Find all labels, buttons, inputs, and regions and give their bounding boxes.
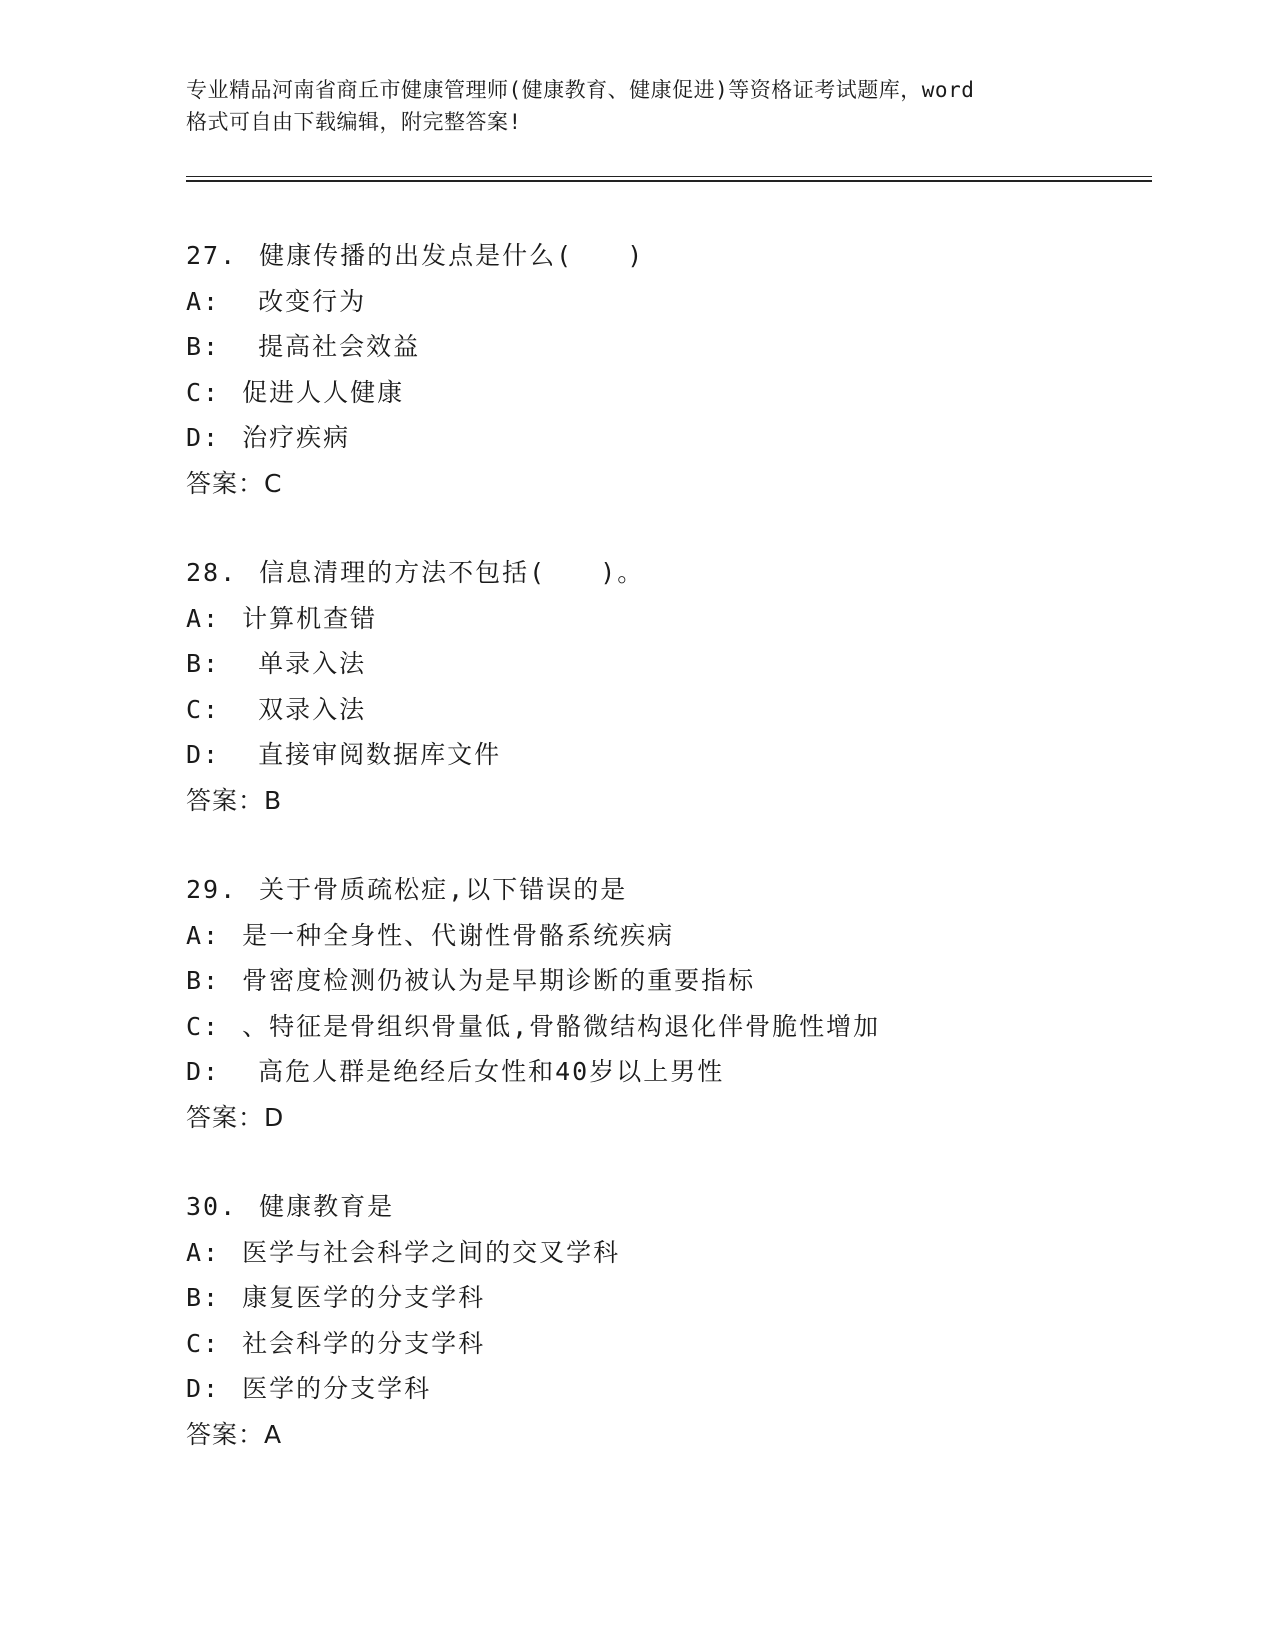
header-line-2: 格式可自由下载编辑，附完整答案! <box>186 110 522 134</box>
option-d <box>186 1049 1146 1095</box>
answer-value: A <box>264 1419 283 1449</box>
question-stem <box>186 867 1146 913</box>
option-label: D: <box>186 423 221 452</box>
answer-line <box>186 461 1146 507</box>
option-label: A: <box>186 603 221 633</box>
option-label: B: <box>186 1283 221 1312</box>
option-text: 高危人群是绝经后女性和40岁以上男性 <box>258 1057 725 1086</box>
option-label: B: <box>186 649 221 678</box>
answer-line <box>186 1095 1146 1141</box>
option-label: D: <box>186 740 221 769</box>
answer-label: 答案： <box>186 1102 265 1132</box>
question-text: 信息清理的方法不包括( )。 <box>259 558 645 587</box>
question-number: 28. <box>186 558 238 587</box>
option-text: 改变行为 <box>258 286 367 316</box>
header-line-1: 专业精品河南省商丘市健康管理师(健康教育、健康促进)等资格证考试题库，word <box>186 78 975 102</box>
question-stem <box>186 550 1146 596</box>
option-d <box>186 1366 1146 1412</box>
answer-value: C <box>264 468 283 498</box>
option-text: 计算机查错 <box>242 603 378 633</box>
option-text: 社会科学的分支学科 <box>242 1328 486 1358</box>
option-label: D: <box>186 1057 221 1086</box>
option-c <box>186 1004 1146 1050</box>
option-label: A: <box>186 920 221 950</box>
question-text: 健康传播的出发点是什么( ) <box>259 241 645 270</box>
header-divider-thick <box>186 180 1152 182</box>
answer-value: B <box>264 785 283 815</box>
question-block <box>186 233 1146 506</box>
option-c <box>186 1321 1146 1367</box>
header-divider-thin <box>186 176 1152 177</box>
answer-label: 答案： <box>186 785 265 815</box>
option-a <box>186 596 1146 642</box>
answer-line <box>186 1412 1146 1458</box>
option-text: 治疗疾病 <box>242 423 351 452</box>
option-text: 提高社会效益 <box>258 332 421 361</box>
question-block <box>186 1184 1146 1457</box>
option-label: C: <box>186 377 221 407</box>
option-label: B: <box>186 332 221 361</box>
option-label: D: <box>186 1374 221 1403</box>
question-number: 29. <box>186 875 238 904</box>
option-b <box>186 958 1146 1004</box>
option-d <box>186 415 1146 461</box>
option-text: 促进人人健康 <box>242 377 405 407</box>
question-stem <box>186 1184 1146 1230</box>
option-text: 是一种全身性、代谢性骨骼系统疾病 <box>242 920 675 950</box>
option-a <box>186 1230 1146 1276</box>
option-text: 骨密度检测仍被认为是早期诊断的重要指标 <box>242 966 756 995</box>
option-b <box>186 1275 1146 1321</box>
option-text: 直接审阅数据库文件 <box>258 740 502 769</box>
option-text: 、特征是骨组织骨量低,骨骼微结构退化伴骨脆性增加 <box>242 1011 881 1041</box>
option-d <box>186 732 1146 778</box>
option-a <box>186 279 1146 325</box>
answer-value: D <box>264 1102 285 1132</box>
option-label: C: <box>186 1328 221 1358</box>
option-label: C: <box>186 694 221 724</box>
option-b <box>186 641 1146 687</box>
option-text: 医学与社会科学之间的交叉学科 <box>242 1237 621 1267</box>
question-list <box>186 233 1146 1501</box>
question-number: 27. <box>186 241 238 270</box>
answer-label: 答案： <box>186 1419 265 1449</box>
question-stem <box>186 233 1146 279</box>
option-c <box>186 687 1146 733</box>
question-text: 关于骨质疏松症,以下错误的是 <box>259 875 628 904</box>
question-block <box>186 867 1146 1140</box>
option-label: A: <box>186 1237 221 1267</box>
option-text: 双录入法 <box>258 694 367 724</box>
question-number: 30. <box>186 1192 238 1221</box>
option-text: 医学的分支学科 <box>242 1374 432 1403</box>
option-b <box>186 324 1146 370</box>
question-text: 健康教育是 <box>259 1192 395 1221</box>
question-block <box>186 550 1146 823</box>
document-header <box>186 74 1086 138</box>
option-c <box>186 370 1146 416</box>
option-label: A: <box>186 286 221 316</box>
option-text: 单录入法 <box>258 649 367 678</box>
option-a <box>186 913 1146 959</box>
option-label: C: <box>186 1011 221 1041</box>
option-text: 康复医学的分支学科 <box>242 1283 486 1312</box>
answer-line <box>186 778 1146 824</box>
answer-label: 答案： <box>186 468 265 498</box>
option-label: B: <box>186 966 221 995</box>
